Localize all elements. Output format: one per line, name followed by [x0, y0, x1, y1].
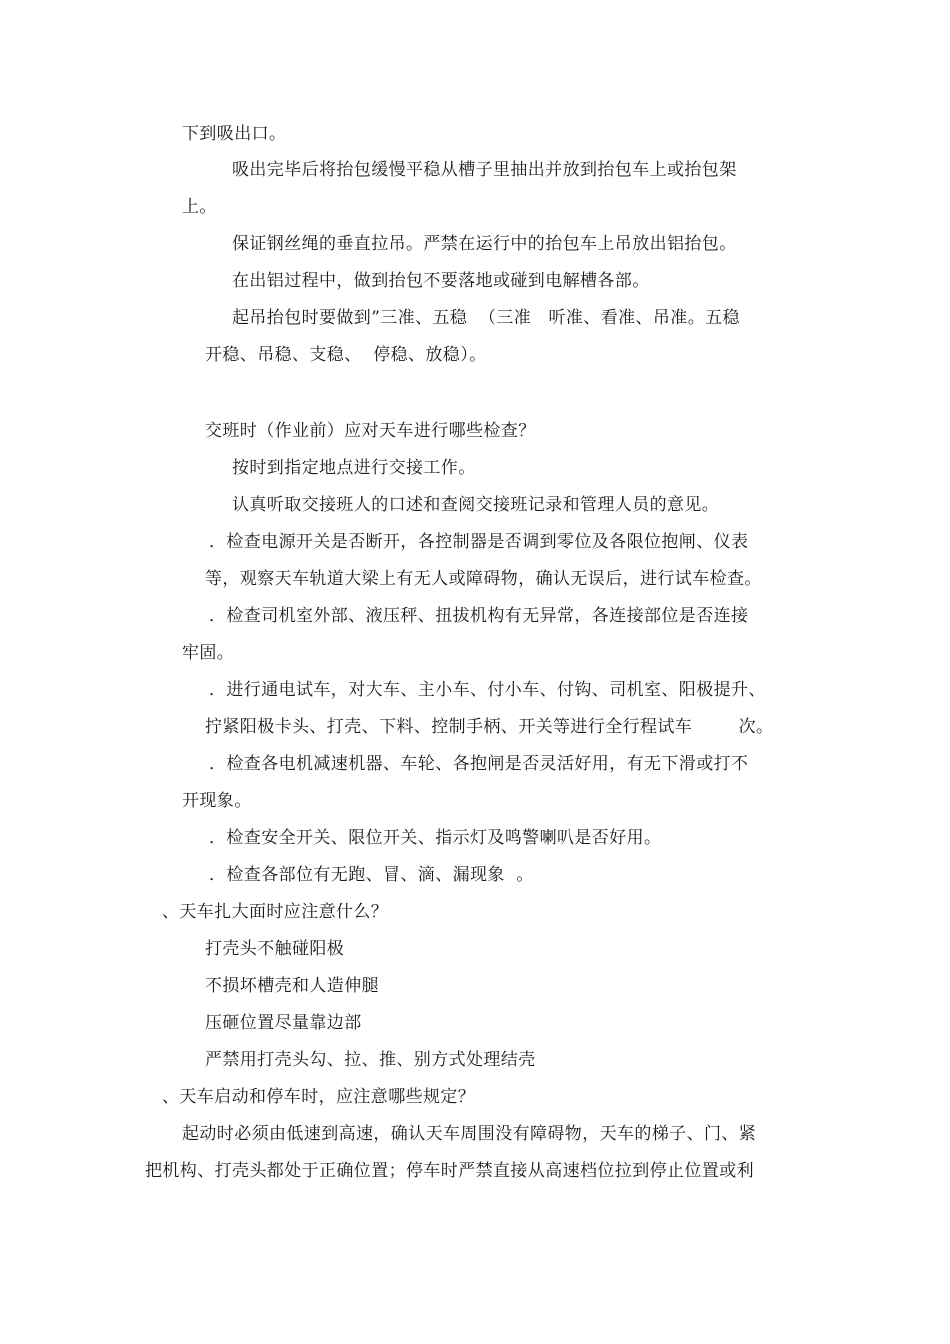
text-line: 开稳、吊稳、支稳、 停稳、放稳）。 [205, 345, 487, 365]
text-line: 保证钢丝绳的垂直拉吊。严禁在运行中的抬包车上吊放出铝抬包。 [232, 234, 737, 254]
text-line: 认真听取交接班人的口述和查阅交接班记录和管理人员的意见。 [232, 495, 720, 515]
text-line: ．检查各部位有无跑、冒、滴、漏现象 。 [209, 865, 534, 885]
section-heading: 、天车启动和停车时，应注意哪些规定？ [162, 1087, 476, 1107]
text-line: 吸出完毕后将抬包缓慢平稳从槽子里抽出并放到抬包车上或抬包架 [232, 160, 737, 180]
list-item: 打壳头不触碰阳极 [205, 939, 345, 959]
text-line: 上。 [182, 197, 217, 217]
text-line: 下到吸出口。 [182, 124, 287, 144]
text-line: 按时到指定地点进行交接工作。 [232, 458, 476, 478]
text-line: 拧紧阳极卡头、打壳、下料、控制手柄、开关等进行全行程试车 次。 [205, 717, 774, 737]
section-heading: 、天车扎大面时应注意什么？ [162, 902, 389, 922]
text-line: 开现象。 [182, 791, 252, 811]
list-item: 不损坏槽壳和人造伸腿 [205, 976, 379, 996]
text-line: 起吊抬包时要做到”三准、五稳 （三准 听准、看准、吊准。五稳 [232, 308, 740, 328]
list-item: 压砸位置尽量靠边部 [205, 1013, 362, 1033]
text-line: 把机构、打壳头都处于正确位置；停车时严禁直接从高速档位拉到停止位置或利 [145, 1161, 754, 1181]
text-line: 在出铝过程中，做到抬包不要落地或碰到电解槽各部。 [232, 271, 650, 291]
text-line: ．检查司机室外部、液压秤、扭拔机构有无异常，各连接部位是否连接 [209, 606, 749, 626]
section-heading: 交班时（作业前）应对天车进行哪些检查？ [205, 421, 536, 441]
text-line: 起动时必须由低速到高速，确认天车周围没有障碍物，天车的梯子、门、紧 [182, 1124, 757, 1144]
text-line: 牢固。 [182, 643, 235, 663]
list-item: 严禁用打壳头勾、拉、推、别方式处理结壳 [205, 1050, 536, 1070]
text-line: ．检查安全开关、限位开关、指示灯及鸣警喇叭是否好用。 [209, 828, 662, 848]
text-line: ．检查各电机减速机器、车轮、各抱闸是否灵活好用，有无下滑或打不 [209, 754, 749, 774]
text-line: ．检查电源开关是否断开，各控制器是否调到零位及各限位抱闸、仪表 [209, 532, 749, 552]
text-line: ．进行通电试车，对大车、主小车、付小车、付钩、司机室、阳极提升、 [209, 680, 766, 700]
text-line: 等，观察天车轨道大梁上有无人或障碍物，确认无误后，进行试车检查。 [205, 569, 762, 589]
